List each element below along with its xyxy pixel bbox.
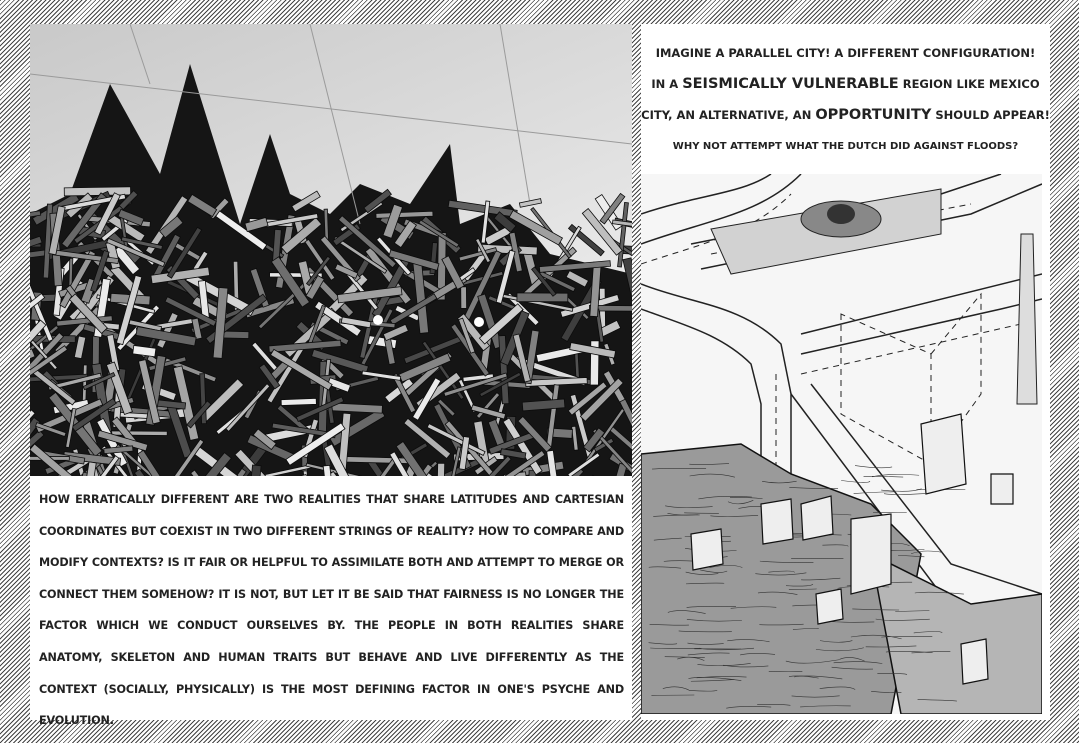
left-panel <box>30 24 632 728</box>
emphasis-seismically-vulnerable: SEISMICALLY VULNERABLE <box>682 76 899 92</box>
model-photo <box>30 24 632 476</box>
heading-line-2: IN A SEISMICALLY VULNERABLE REGION LIKE MEXICO <box>651 76 1040 92</box>
heading-line-1: IMAGINE A PARALLEL CITY! A DIFFERENT CONFIGURATION! <box>655 46 1036 60</box>
essay-paragraph: HOW ERRATICALLY DIFFERENT ARE TWO REALITIES THAT SHARE LATITUDES AND CARTESIAN COORDINATES BUT COEXIST IN TWO DIFFERENT STRINGS OF REALITY? HOW TO COMPARE AND MODIFY CONTEXTS? IS IT FAIR OR HELPFUL TO ASSIMILATE BOTH AND ATTEMPT TO MERGE OR CONNECT THEM SOMEHOW? IT IS NOT, BUT LET IT BE SAID THAT FAIRNESS IS NO LONGER THE FACTOR WHICH WE CONDUCT OURSELVES BY. THE PEOPLE IN BOTH REALITIES SHARE ANATOMY, SKELETON AND HUMAN TRAITS BUT BEHAVE AND LIVE DIFFERENTLY AS THE CONTEXT (SOCIALLY, PHYSICALLY) IS THE MOST DEFINING FACTOR IN ONE'S PSYCHE AND EVOLUTION. <box>39 493 624 728</box>
city-sketch <box>641 174 1042 714</box>
emphasis-opportunity: OPPORTUNITY <box>815 107 932 123</box>
heading-line-3: CITY, AN ALTERNATIVE, AN OPPORTUNITY SHOULD APPEAR! <box>641 107 1050 123</box>
heading-line-4: WHY NOT ATTEMPT WHAT THE DUTCH DID AGAINST FLOODS? <box>672 141 1019 152</box>
manifesto-heading <box>641 38 1050 162</box>
right-panel <box>641 24 1050 720</box>
